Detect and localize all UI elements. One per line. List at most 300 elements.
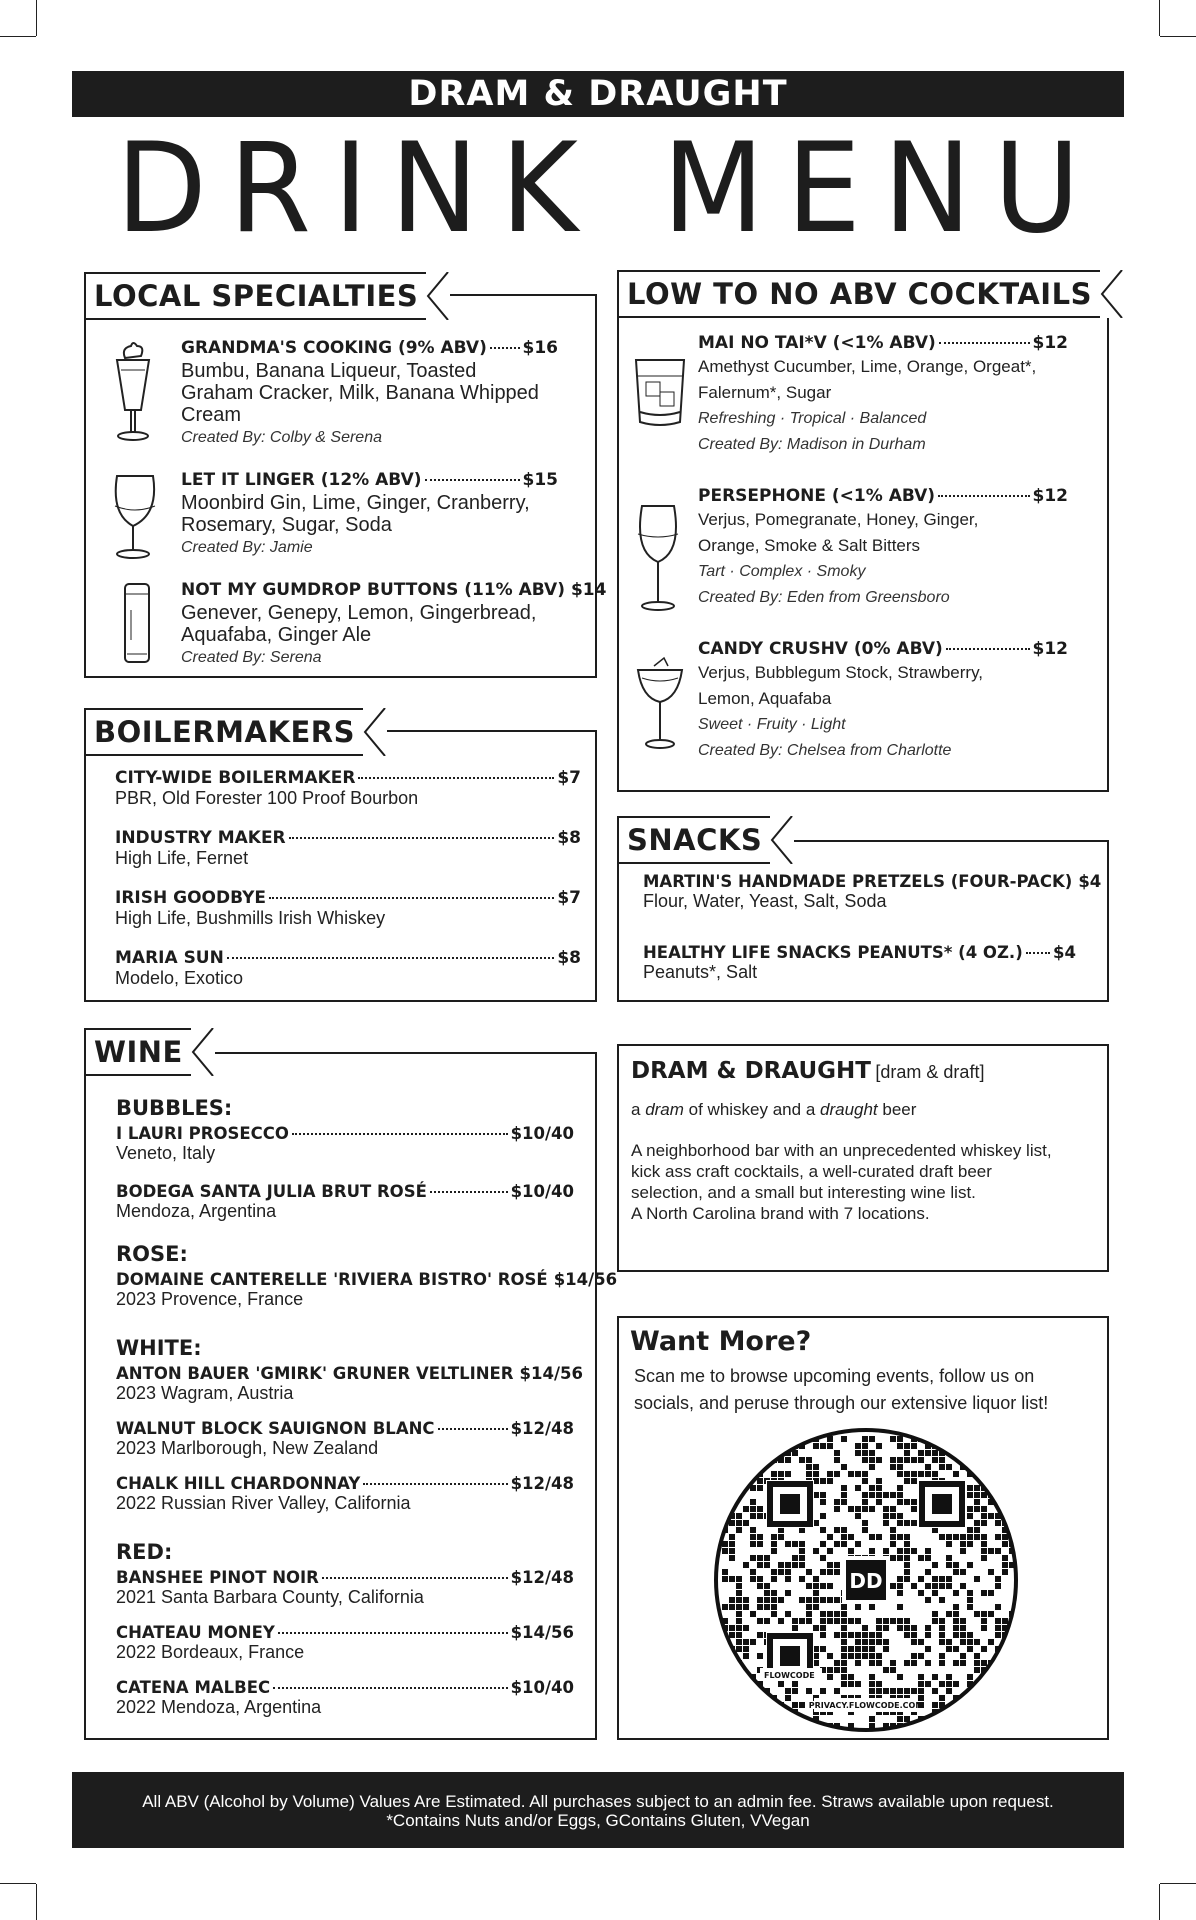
qr-module [967, 1632, 973, 1638]
snifter-glass-icon [109, 470, 161, 562]
qr-finder [766, 1480, 814, 1528]
crop-mark [1159, 0, 1160, 36]
qr-module [1009, 1562, 1015, 1568]
qr-module [813, 1625, 819, 1631]
qr-module [967, 1492, 973, 1498]
qr-module [911, 1688, 917, 1694]
qr-module [792, 1723, 798, 1729]
qr-module [967, 1590, 973, 1596]
leader-dots [430, 1191, 508, 1193]
tagline-text: draught [820, 1100, 878, 1119]
qr-module [981, 1506, 987, 1512]
qr-module [722, 1667, 728, 1673]
qr-module [995, 1520, 1001, 1526]
qr-module [897, 1436, 903, 1442]
qr-module [813, 1583, 819, 1589]
item-desc: Veneto, Italy [116, 1143, 216, 1163]
qr-module [855, 1646, 861, 1652]
qr-module [904, 1471, 910, 1477]
qr-module [925, 1450, 931, 1456]
qr-module [743, 1520, 749, 1526]
qr-module [876, 1443, 882, 1449]
qr-module [981, 1541, 987, 1547]
drink-name: LET IT LINGER (12% ABV) [181, 470, 422, 490]
qr-module [855, 1660, 861, 1666]
qr-module [918, 1590, 924, 1596]
qr-module [988, 1464, 994, 1470]
qr-code[interactable] [714, 1428, 1018, 1732]
qr-module [729, 1660, 735, 1666]
qr-module [736, 1576, 742, 1582]
qr-module [729, 1555, 735, 1561]
qr-module [876, 1478, 882, 1484]
qr-module [981, 1611, 987, 1617]
qr-module [792, 1702, 798, 1708]
footer-line: All ABV (Alcohol by Volume) Values Are Estimated. All purchases subject to an admin fee. Straws available upon request. [142, 1792, 1054, 1811]
qr-module [750, 1506, 756, 1512]
qr-module [911, 1443, 917, 1449]
about-title: DRAM & DRAUGHT [631, 1058, 871, 1084]
qr-module [736, 1716, 742, 1722]
qr-module [827, 1597, 833, 1603]
crop-mark [0, 1883, 36, 1884]
tab-arrow-icon [363, 708, 387, 756]
qr-module [799, 1562, 805, 1568]
qr-module [778, 1569, 784, 1575]
qr-module [967, 1709, 973, 1715]
item-desc: 2023 Provence, France [116, 1289, 304, 1309]
qr-module [876, 1492, 882, 1498]
qr-module [841, 1485, 847, 1491]
qr-module [785, 1611, 791, 1617]
qr-module [967, 1457, 973, 1463]
qr-module [911, 1653, 917, 1659]
qr-module [862, 1443, 868, 1449]
qr-module [904, 1660, 910, 1666]
qr-module [883, 1513, 889, 1519]
item-desc: PBR, Old Forester 100 Proof Bourbon [115, 788, 419, 808]
qr-module [841, 1653, 847, 1659]
drink-credit: Created By: Madison in Durham [698, 436, 926, 453]
qr-module [932, 1611, 938, 1617]
qr-module [911, 1471, 917, 1477]
qr-module [771, 1597, 777, 1603]
qr-module [995, 1492, 1001, 1498]
item-name: BANSHEE PINOT NOIR [116, 1568, 319, 1587]
drink-price: $12 [1032, 486, 1068, 506]
qr-module [792, 1436, 798, 1442]
qr-module [897, 1513, 903, 1519]
qr-module [743, 1604, 749, 1610]
section-title: BOILERMAKERS [94, 715, 355, 749]
qr-module [988, 1478, 994, 1484]
drink-item [181, 470, 558, 557]
qr-module [946, 1674, 952, 1680]
item-desc: 2022 Russian River Valley, California [116, 1493, 411, 1513]
qr-module [792, 1716, 798, 1722]
qr-module [897, 1548, 903, 1554]
item-price: $10/40 [510, 1678, 574, 1697]
qr-module [736, 1471, 742, 1477]
qr-module [953, 1646, 959, 1652]
qr-module [883, 1520, 889, 1526]
qr-module [904, 1534, 910, 1540]
qr-module [806, 1597, 812, 1603]
qr-module [918, 1639, 924, 1645]
qr-module [820, 1688, 826, 1694]
qr-module [743, 1709, 749, 1715]
qr-module [925, 1555, 931, 1561]
qr-module [848, 1646, 854, 1652]
qr-module [827, 1471, 833, 1477]
item-price: $12/48 [510, 1568, 574, 1587]
qr-module [806, 1464, 812, 1470]
qr-module [890, 1534, 896, 1540]
qr-module [1002, 1562, 1008, 1568]
qr-module [820, 1513, 826, 1519]
qr-module [995, 1604, 1001, 1610]
qr-module [953, 1471, 959, 1477]
qr-module [890, 1506, 896, 1512]
qr-module [883, 1639, 889, 1645]
qr-module [939, 1681, 945, 1687]
qr-module [960, 1639, 966, 1645]
qr-module [918, 1450, 924, 1456]
qr-module [988, 1513, 994, 1519]
tab-arrow-icon [191, 1028, 215, 1076]
qr-module [848, 1471, 854, 1477]
qr-module [974, 1499, 980, 1505]
qr-module [778, 1597, 784, 1603]
wine-group-heading: ROSE: [116, 1242, 188, 1266]
drink-name: GRANDMA'S COOKING (9% ABV) [181, 338, 487, 358]
qr-module [729, 1702, 735, 1708]
qr-module [925, 1597, 931, 1603]
qr-module [764, 1702, 770, 1708]
qr-module [981, 1709, 987, 1715]
qr-module [918, 1674, 924, 1680]
qr-module [1002, 1653, 1008, 1659]
qr-module [841, 1527, 847, 1533]
about-content [631, 1058, 1106, 1224]
qr-module [855, 1632, 861, 1638]
qr-module [743, 1597, 749, 1603]
qr-module [743, 1702, 749, 1708]
qr-module [848, 1632, 854, 1638]
qr-module [722, 1695, 728, 1701]
qr-module [792, 1562, 798, 1568]
qr-module [939, 1639, 945, 1645]
qr-module [792, 1625, 798, 1631]
qr-module [792, 1555, 798, 1561]
qr-module [841, 1639, 847, 1645]
qr-module [785, 1695, 791, 1701]
qr-module [827, 1583, 833, 1589]
qr-module [855, 1513, 861, 1519]
qr-module [827, 1534, 833, 1540]
qr-module [764, 1450, 770, 1456]
qr-module [792, 1450, 798, 1456]
qr-module [939, 1583, 945, 1589]
drink-item [698, 639, 1068, 764]
qr-module [995, 1583, 1001, 1589]
qr-module [729, 1457, 735, 1463]
qr-module [932, 1450, 938, 1456]
qr-module [736, 1709, 742, 1715]
ingredients-line: Moonbird Gin, Lime, Ginger, Cranberry, [181, 492, 530, 514]
crop-mark [0, 36, 36, 37]
qr-module [995, 1534, 1001, 1540]
leader-dots [363, 1483, 507, 1485]
qr-module [750, 1555, 756, 1561]
qr-module [722, 1604, 728, 1610]
qr-module [904, 1541, 910, 1547]
qr-module [806, 1688, 812, 1694]
qr-module [988, 1611, 994, 1617]
qr-module [834, 1660, 840, 1666]
item-name: CHALK HILL CHARDONNAY [116, 1474, 361, 1493]
qr-module [932, 1688, 938, 1694]
qr-module [827, 1653, 833, 1659]
qr-module [820, 1478, 826, 1484]
item-name: CATENA MALBEC [116, 1678, 271, 1697]
footer-line: *Contains Nuts and/or Eggs, GContains Gluten, VVegan [386, 1811, 810, 1830]
qr-module [722, 1576, 728, 1582]
tab-arrow-icon [1100, 270, 1124, 318]
qr-module [785, 1590, 791, 1596]
title-letter: N [883, 115, 972, 261]
qr-module [848, 1618, 854, 1624]
leader-dots [227, 957, 554, 959]
qr-module [1002, 1555, 1008, 1561]
crop-mark [36, 1884, 37, 1920]
item-price: $12/48 [510, 1419, 574, 1438]
qr-module [806, 1583, 812, 1589]
qr-module [757, 1534, 763, 1540]
qr-module [1009, 1450, 1015, 1456]
qr-module [1002, 1709, 1008, 1715]
title-letter: I [333, 115, 369, 261]
qr-logo-text: DD [849, 1569, 883, 1593]
qr-module [904, 1443, 910, 1449]
qr-module [876, 1618, 882, 1624]
qr-module [974, 1667, 980, 1673]
qr-module [953, 1590, 959, 1596]
list-item [115, 888, 581, 948]
item-name: IRISH GOODBYE [115, 888, 267, 908]
qr-module [841, 1646, 847, 1652]
qr-module [876, 1457, 882, 1463]
qr-module [827, 1548, 833, 1554]
qr-module [967, 1674, 973, 1680]
qr-module [890, 1513, 896, 1519]
drink-name: NOT MY GUMDROP BUTTONS (11% ABV) [181, 580, 565, 600]
qr-module [883, 1723, 889, 1729]
drink-name: PERSEPHONE (<1% ABV) [698, 486, 936, 506]
qr-module [869, 1457, 875, 1463]
qr-module [946, 1681, 952, 1687]
qr-module [729, 1520, 735, 1526]
ingredients-line: Orange, Smoke & Salt Bitters [698, 536, 921, 555]
qr-module [855, 1471, 861, 1477]
ingredients-line: Graham Cracker, Milk, Banana Whipped [181, 382, 539, 404]
qr-module [841, 1674, 847, 1680]
qr-module [981, 1555, 987, 1561]
qr-module [764, 1436, 770, 1442]
qr-module [736, 1590, 742, 1596]
drink-item [698, 486, 1068, 611]
qr-module [834, 1457, 840, 1463]
qr-module [1002, 1443, 1008, 1449]
qr-module [932, 1618, 938, 1624]
qr-module [750, 1436, 756, 1442]
qr-module [939, 1534, 945, 1540]
qr-module [869, 1723, 875, 1729]
tagline-text: a [631, 1100, 646, 1119]
title-letter: U [993, 115, 1080, 261]
qr-module [925, 1632, 931, 1638]
item-desc: High Life, Fernet [115, 848, 249, 868]
qr-module [939, 1653, 945, 1659]
qr-module [960, 1548, 966, 1554]
qr-module [848, 1506, 854, 1512]
qr-module [750, 1569, 756, 1575]
qr-module [827, 1674, 833, 1680]
qr-module [813, 1464, 819, 1470]
leader-dots [273, 1687, 507, 1689]
qr-module [925, 1464, 931, 1470]
qr-module [862, 1506, 868, 1512]
qr-module [904, 1520, 910, 1526]
item-price: $7 [557, 888, 581, 908]
qr-module [995, 1723, 1001, 1729]
qr-module [813, 1597, 819, 1603]
qr-module [897, 1590, 903, 1596]
qr-module [834, 1499, 840, 1505]
qr-module [862, 1478, 868, 1484]
qr-module [736, 1513, 742, 1519]
item-price: $4 [1053, 943, 1076, 962]
qr-module [939, 1625, 945, 1631]
qr-module [862, 1471, 868, 1477]
item-name: WALNUT BLOCK SAUIGNON BLANC [116, 1419, 435, 1438]
qr-module [988, 1569, 994, 1575]
about-body-line: kick ass craft cocktails, a well-curated draft beer [631, 1162, 992, 1181]
qr-module [995, 1478, 1001, 1484]
qr-module [750, 1611, 756, 1617]
qr-module [855, 1653, 861, 1659]
qr-module [974, 1660, 980, 1666]
qr-module [981, 1436, 987, 1442]
qr-module [1009, 1702, 1015, 1708]
qr-module [967, 1597, 973, 1603]
qr-module [995, 1443, 1001, 1449]
item-name: MARIA SUN [115, 948, 224, 968]
qr-module [981, 1534, 987, 1540]
qr-module [778, 1562, 784, 1568]
title-letter: E [786, 115, 861, 261]
item-name: CITY-WIDE BOILERMAKER [115, 768, 356, 788]
qr-module [869, 1681, 875, 1687]
qr-module [729, 1632, 735, 1638]
qr-module [1002, 1471, 1008, 1477]
qr-module [932, 1702, 938, 1708]
ingredients-line: Amethyst Cucumber, Lime, Orange, Orgeat*, [698, 357, 1037, 376]
qr-module [946, 1583, 952, 1589]
qr-module [750, 1695, 756, 1701]
qr-module [820, 1555, 826, 1561]
qr-module [974, 1702, 980, 1708]
item-name: HEALTHY LIFE SNACKS PEANUTS* (4 OZ.) [643, 943, 1023, 962]
qr-module [827, 1618, 833, 1624]
qr-module [967, 1702, 973, 1708]
qr-module [946, 1639, 952, 1645]
qr-module [974, 1527, 980, 1533]
qr-module [981, 1681, 987, 1687]
qr-module [743, 1639, 749, 1645]
drink-price: $12 [1032, 333, 1068, 353]
qr-module [764, 1555, 770, 1561]
qr-module [932, 1576, 938, 1582]
qr-module [1002, 1674, 1008, 1680]
ingredients-line: Bumbu, Banana Liqueur, Toasted [181, 360, 477, 382]
qr-module [785, 1457, 791, 1463]
qr-module [862, 1625, 868, 1631]
qr-module [729, 1723, 735, 1729]
qr-module [743, 1464, 749, 1470]
qr-module [876, 1681, 882, 1687]
qr-module [946, 1688, 952, 1694]
list-item [116, 1568, 574, 1623]
qr-module [1002, 1464, 1008, 1470]
qr-module [736, 1443, 742, 1449]
qr-module [757, 1604, 763, 1610]
qr-module [967, 1604, 973, 1610]
item-name: CHATEAU MONEY [116, 1623, 275, 1642]
qr-module [960, 1618, 966, 1624]
qr-module [729, 1541, 735, 1547]
leader-dots [938, 495, 1029, 497]
qr-module [967, 1506, 973, 1512]
qr-module [1009, 1667, 1015, 1673]
qr-module [911, 1520, 917, 1526]
title-letter: M [662, 115, 765, 261]
qr-module [897, 1471, 903, 1477]
qr-module [981, 1625, 987, 1631]
qr-module [876, 1625, 882, 1631]
qr-module [1009, 1506, 1015, 1512]
drink-name: CANDY CRUSHV (0% ABV) [698, 639, 943, 659]
qr-module [981, 1618, 987, 1624]
qr-module [953, 1632, 959, 1638]
qr-module [855, 1541, 861, 1547]
qr-module [757, 1541, 763, 1547]
list-item [643, 872, 1102, 943]
crop-mark [1160, 1883, 1196, 1884]
qr-module [911, 1583, 917, 1589]
qr-module [960, 1660, 966, 1666]
qr-module [757, 1653, 763, 1659]
qr-module [813, 1590, 819, 1596]
qr-module [820, 1527, 826, 1533]
qr-module [750, 1716, 756, 1722]
qr-module [743, 1646, 749, 1652]
section-title: WINE [94, 1035, 183, 1069]
leader-dots [358, 777, 554, 779]
qr-module [757, 1576, 763, 1582]
qr-module [785, 1688, 791, 1694]
qr-module [869, 1632, 875, 1638]
